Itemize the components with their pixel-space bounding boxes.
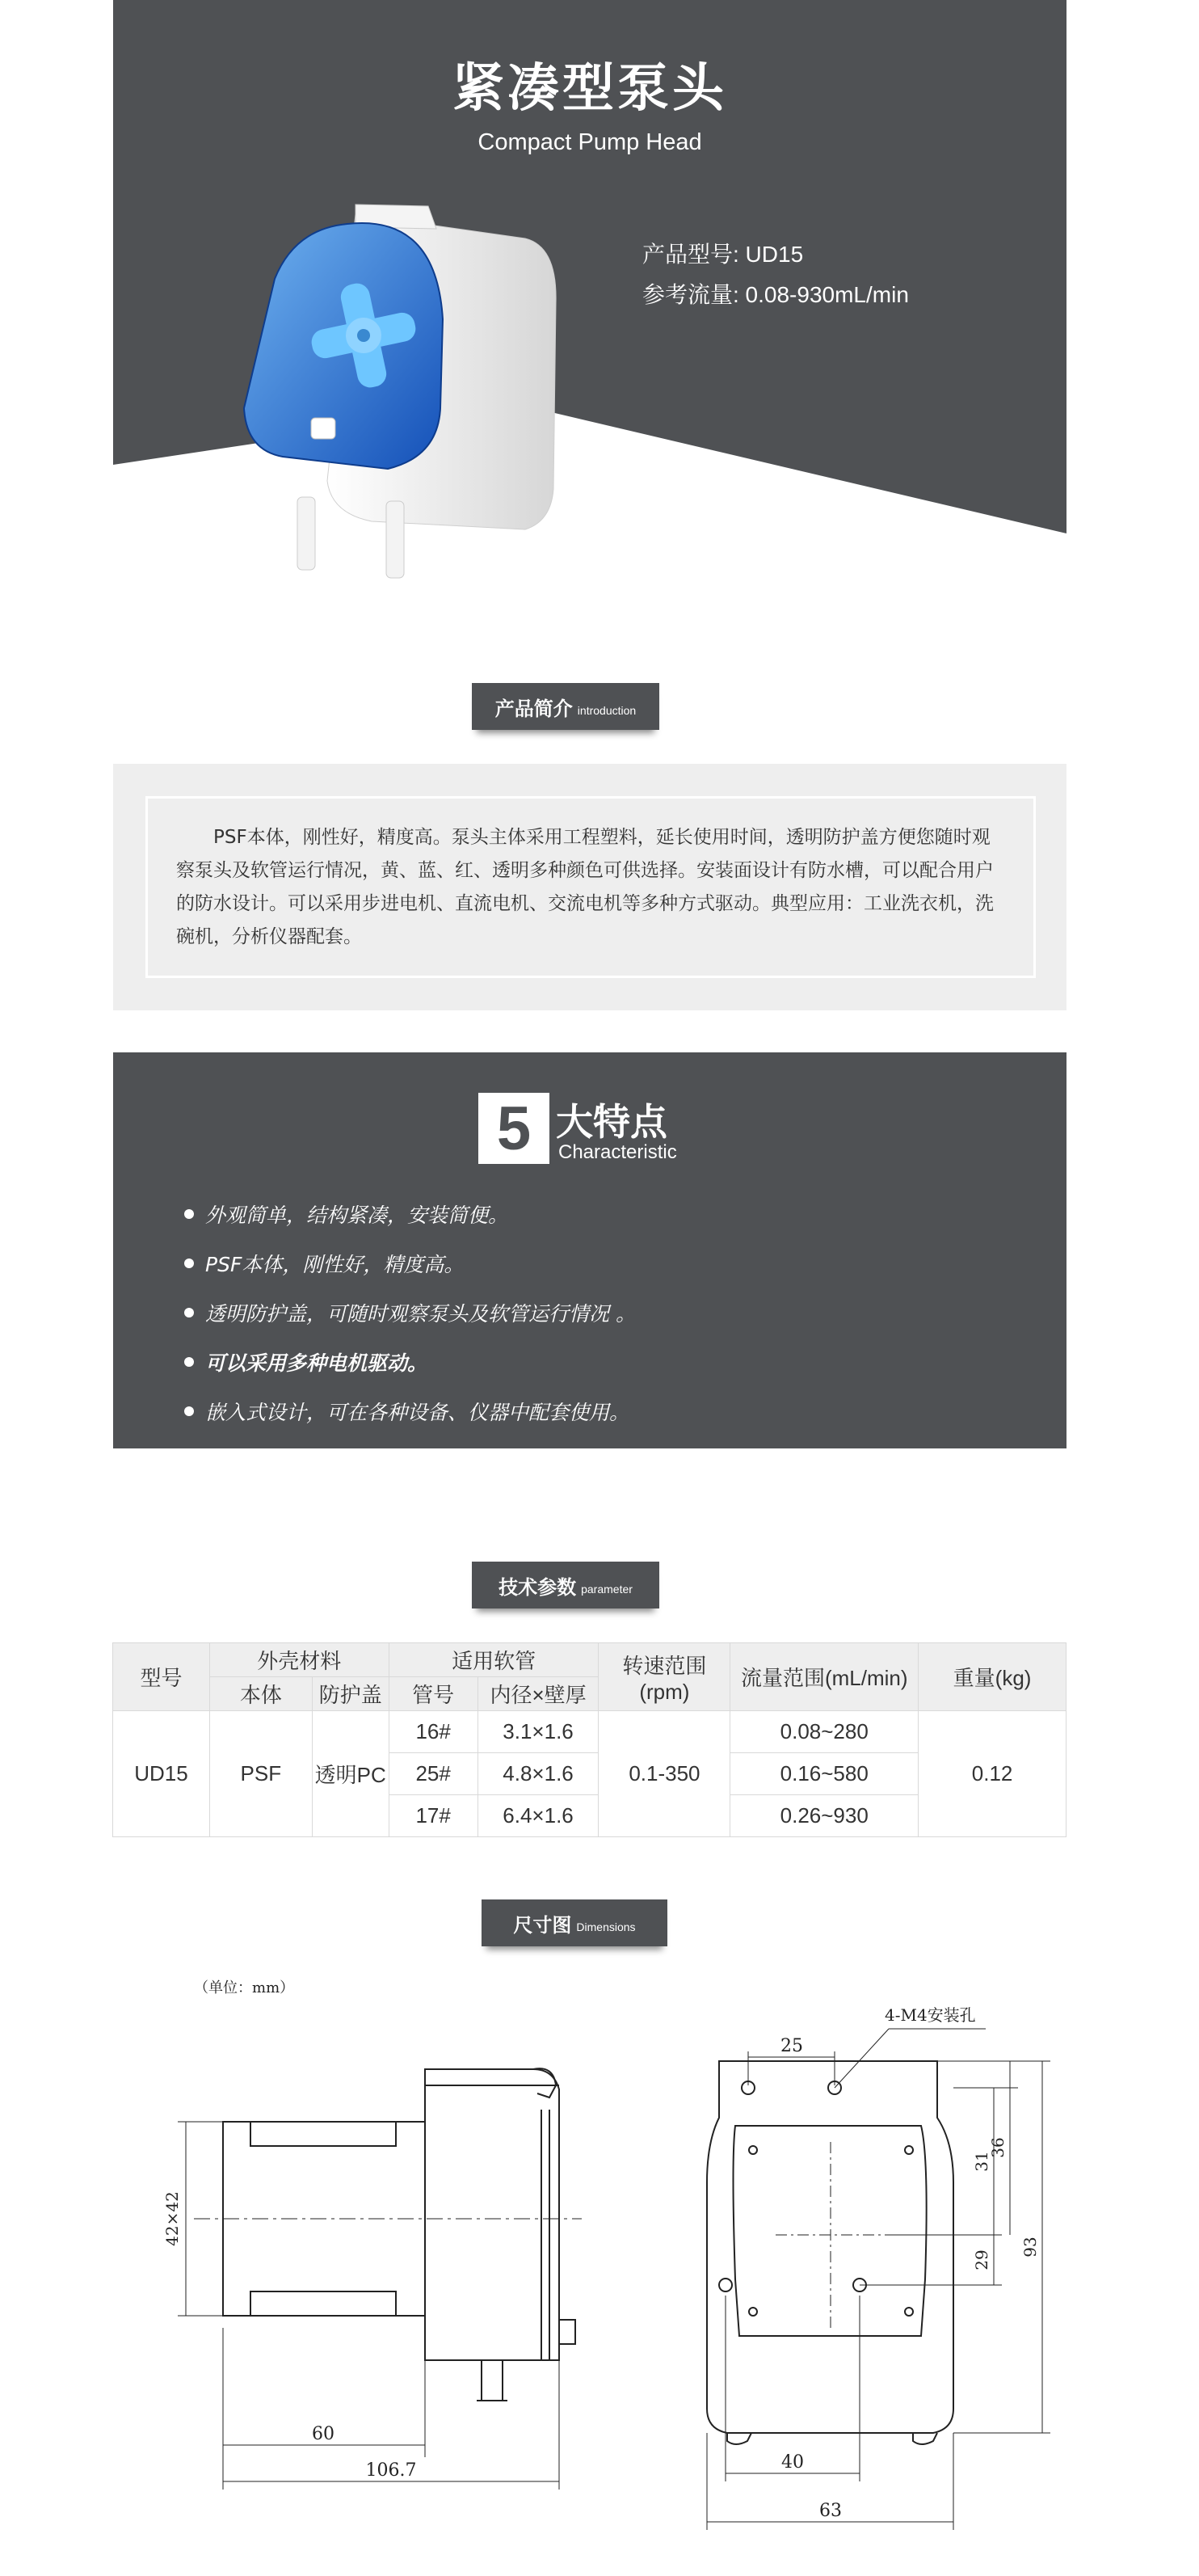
page-subtitle: Compact Pump Head bbox=[477, 129, 702, 155]
feature-item bbox=[184, 1298, 636, 1327]
dim-36: 36 bbox=[988, 2137, 1008, 2158]
cell-tube: 17# bbox=[389, 1795, 477, 1837]
features-number: 5 bbox=[478, 1093, 549, 1164]
dimension-drawing bbox=[113, 1956, 1066, 2576]
table-row bbox=[113, 1711, 1066, 1753]
cell-speed: 0.1-350 bbox=[599, 1711, 730, 1837]
page-title: 紧凑型泵头 bbox=[452, 59, 727, 119]
dim-93: 93 bbox=[1020, 2237, 1040, 2258]
cell-size: 6.4×1.6 bbox=[477, 1795, 599, 1837]
cell-weight: 0.12 bbox=[919, 1711, 1066, 1837]
model-line: 产品型号: UD15 bbox=[642, 242, 804, 267]
header-tube-no: 管号 bbox=[389, 1677, 477, 1711]
params-table bbox=[112, 1642, 1066, 1837]
params-tag-zh: 技术参数 bbox=[499, 1575, 577, 1599]
hero-specs bbox=[642, 234, 909, 315]
intro-tag bbox=[472, 683, 659, 730]
feature-text: 嵌入式设计，可在各种设备、仪器中配套使用。 bbox=[205, 1401, 630, 1424]
features-title: 大特点 bbox=[556, 1100, 667, 1144]
intro-panel bbox=[113, 764, 1066, 1010]
feature-text: PSF本体，刚性好，精度高。 bbox=[205, 1253, 465, 1276]
dim-31: 31 bbox=[972, 2151, 991, 2172]
hole-note: 4-M4安装孔 bbox=[885, 2005, 976, 2025]
header-body: 本体 bbox=[209, 1677, 312, 1711]
dim-40: 40 bbox=[781, 2452, 804, 2473]
header-speed-line2: (rpm) bbox=[639, 1679, 690, 1704]
dim-29: 29 bbox=[972, 2249, 991, 2270]
flow-line: 参考流量: 0.08-930mL/min bbox=[642, 282, 909, 307]
header-tube-size: 内径×壁厚 bbox=[477, 1677, 599, 1711]
dims-tag bbox=[482, 1899, 667, 1946]
feature-text: 可以采用多种电机驱动。 bbox=[205, 1351, 428, 1375]
cell-flow: 0.08~280 bbox=[730, 1711, 919, 1753]
dim-motor: 42×42 bbox=[162, 2191, 182, 2246]
bullet-icon bbox=[184, 1357, 194, 1367]
params-tag bbox=[472, 1562, 659, 1608]
bullet-icon bbox=[184, 1406, 194, 1416]
header-flow: 流量范围(mL/min) bbox=[730, 1643, 919, 1711]
cell-flow: 0.26~930 bbox=[730, 1795, 919, 1837]
dim-106-7: 106.7 bbox=[365, 2460, 417, 2481]
dim-60: 60 bbox=[312, 2424, 334, 2444]
cell-tube: 16# bbox=[389, 1711, 477, 1753]
dim-63: 63 bbox=[819, 2501, 842, 2521]
unit-note: （单位：mm） bbox=[194, 1979, 295, 1996]
feature-text: 透明防护盖，可随时观察泵头及软管运行情况 。 bbox=[205, 1302, 636, 1326]
intro-frame bbox=[145, 796, 1036, 978]
features-title-en: Characteristic bbox=[558, 1141, 677, 1163]
bullet-icon bbox=[184, 1308, 194, 1318]
header-shell: 外壳材料 bbox=[209, 1643, 389, 1677]
feature-item bbox=[184, 1397, 629, 1426]
bullet-icon bbox=[184, 1209, 194, 1219]
cell-cover: 透明PC bbox=[312, 1711, 389, 1837]
cell-size: 4.8×1.6 bbox=[477, 1753, 599, 1795]
cell-size: 3.1×1.6 bbox=[477, 1711, 599, 1753]
header-weight: 重量(kg) bbox=[919, 1643, 1066, 1711]
dim-25: 25 bbox=[780, 2036, 803, 2056]
intro-tag-en: introduction bbox=[577, 704, 637, 717]
features-panel bbox=[113, 1052, 1066, 1448]
cell-tube: 25# bbox=[389, 1753, 477, 1795]
header-tube: 适用软管 bbox=[389, 1643, 599, 1677]
cell-body: PSF bbox=[209, 1711, 312, 1837]
intro-text: PSF本体，刚性好，精度高。泵头主体采用工程塑料，延长使用时间，透明防护盖方便您随时观察泵头及软管运行情况，黄、蓝、红、透明多种颜色可供选择。安装面设计有防水槽，可以配合用户的防水设计。可以采用步进电机、直流电机、交流电机等多种方式驱动。典型应用：工业洗衣机，洗碗机，分析仪器配套。 bbox=[176, 827, 994, 947]
header-speed-line1: 转速范围 bbox=[622, 1653, 707, 1678]
params-tag-en: parameter bbox=[581, 1583, 633, 1596]
feature-item bbox=[184, 1199, 508, 1229]
intro-tag-zh: 产品简介 bbox=[494, 697, 573, 720]
header-cover: 防护盖 bbox=[312, 1677, 389, 1711]
header-speed bbox=[599, 1643, 730, 1711]
dims-tag-zh: 尺寸图 bbox=[513, 1913, 572, 1937]
dims-tag-en: Dimensions bbox=[576, 1920, 636, 1933]
feature-item bbox=[184, 1347, 427, 1377]
cell-model: UD15 bbox=[113, 1711, 210, 1837]
bullet-icon bbox=[184, 1258, 194, 1268]
header-model: 型号 bbox=[113, 1643, 210, 1711]
cell-flow: 0.16~580 bbox=[730, 1753, 919, 1795]
feature-text: 外观简单，结构紧凑，安装简便。 bbox=[205, 1204, 509, 1227]
pump-head-image bbox=[234, 190, 574, 594]
feature-item bbox=[184, 1249, 464, 1278]
